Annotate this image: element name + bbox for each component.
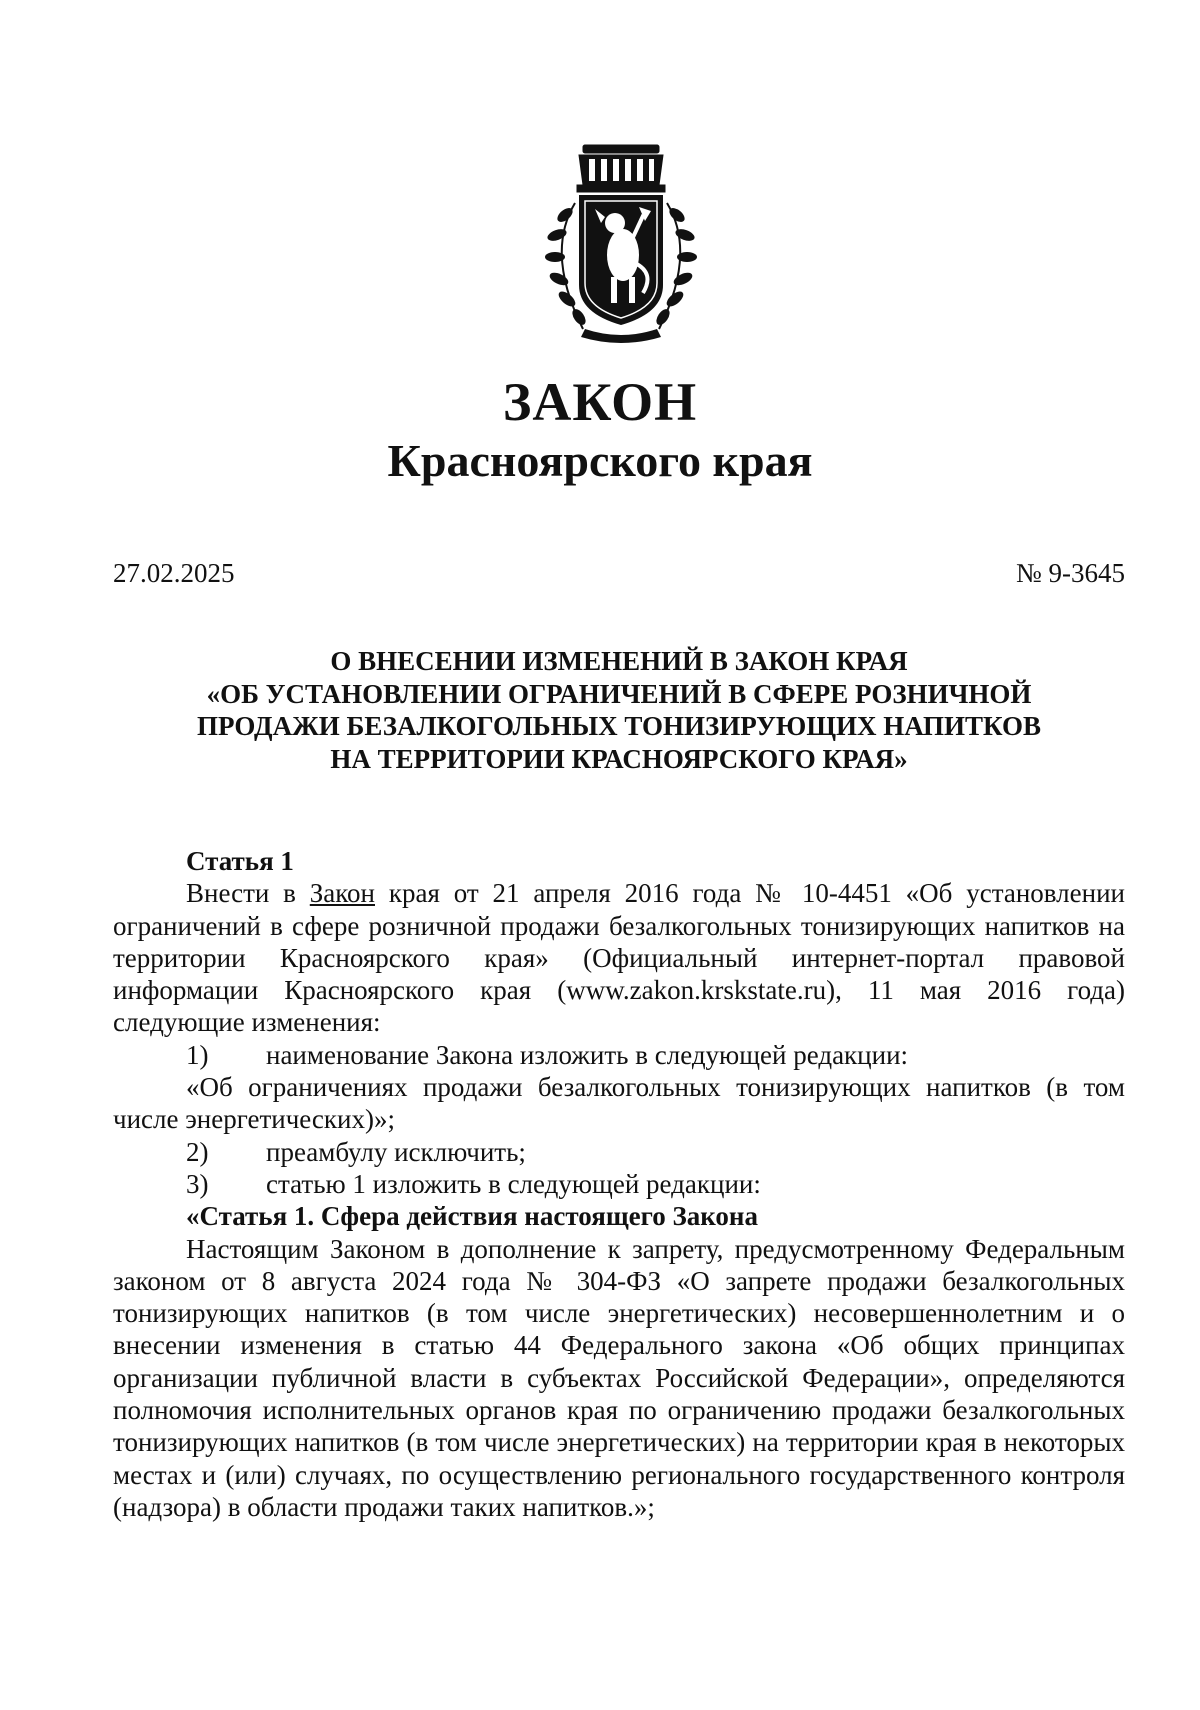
list-item [113,1039,1125,1071]
item-text: наименование Закона изложить в следующей редакции: [266,1039,909,1070]
heading-line: О ВНЕСЕНИИ ИЗМЕНЕНИЙ В ЗАКОН КРАЯ [330,646,908,676]
new-article-title: «Статья 1. Сфера действия настоящего Закона [186,1201,758,1232]
law-heading [113,645,1125,775]
list-item [113,1168,1125,1200]
item-number: 1) [186,1039,209,1070]
article-title: Статья 1 [186,846,294,876]
item-text: преамбулу исключить; [266,1136,526,1167]
law-title: ЗАКОН [502,372,698,432]
heading-line: «ОБ УСТАНОВЛЕНИИ ОГРАНИЧЕНИЙ В СФЕРЕ РОЗНИЧНОЙ [206,678,1032,709]
coat-of-arms-emblem [535,143,707,343]
item-text: статью 1 изложить в следующей редакции: [266,1168,761,1199]
item-number: 2) [186,1136,209,1167]
article-intro [113,877,1125,1038]
document-date: 27.02.2025 [113,558,235,588]
list-item [113,1136,1125,1168]
heading-line: ПРОДАЖИ БЕЗАЛКОГОЛЬНЫХ ТОНИЗИРУЮЩИХ НАПИТКОВ [197,711,1041,741]
law-link[interactable]: Закон [309,878,375,909]
law-subtitle: Красноярского края [387,435,813,486]
intro-prefix: Внести в [186,878,310,909]
intro-rest: края от 21 апреля 2016 года № 10-4451 «Об установлении ограничений в сфере розничной продажи безалкогольных тонизирующих напитков на территории Красноярского края» (Официальный интернет-портал правовой информации Красноярского края (www.zakon.krskstate.ru), 11 мая 2016 года) следующие изменения: [113,878,1125,1038]
new-article-text: Настоящим Законом в дополнение к запрету, предусмотренному Федеральным законом от 8 августа 2024 года № 304-ФЗ «О запрете продажи безалкогольных тонизирующих напитков (в том числе энергетических) несовершеннолетним и о внесении изменения в статью 44 Федерального закона «Об общих принципах организации публичной власти в субъектах Российской Федерации», определяются полномочия исполнительных органов края по ограничению продажи безалкогольных тонизирующих напитков (в том числе энергетических) на территории края в некоторых местах и (или) случаях, по осуществлению регионального государственного контроля (надзора) в области продажи таких напитков.»; [113,1233,1125,1522]
document-number: № 9-3645 [1015,558,1125,588]
item-number: 3) [186,1168,209,1199]
law-body [113,845,1125,1523]
item-quote: «Об ограничениях продажи безалкогольных тонизирующих напитков (в том числе энергетических)»; [113,1072,1125,1135]
heading-line: НА ТЕРРИТОРИИ КРАСНОЯРСКОГО КРАЯ» [330,743,908,774]
